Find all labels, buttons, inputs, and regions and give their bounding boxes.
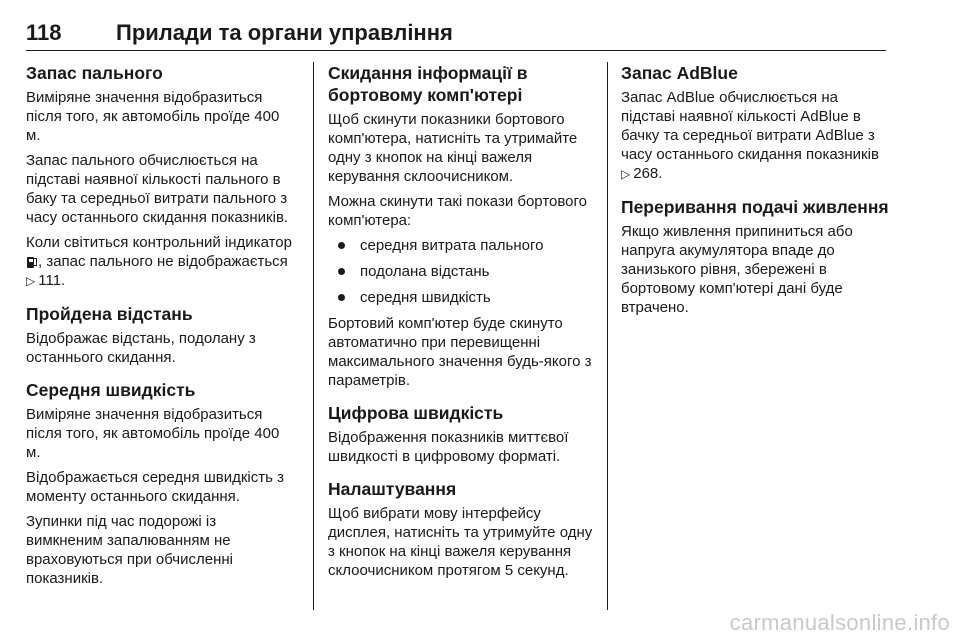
bullet-list bbox=[328, 236, 598, 307]
page-number: 118 bbox=[26, 20, 62, 45]
paragraph: Бортовий комп'ютер буде скинуто автоматично при перевищенні максимального значення будь-якого з параметрів. bbox=[328, 315, 592, 389]
bullet-icon bbox=[338, 268, 345, 275]
section-title-average-speed: Середня швидкість bbox=[26, 380, 196, 400]
list-item: середня витрата пального bbox=[328, 236, 598, 255]
section-title-reset: Скидання інформації в бортовому комп'ютері bbox=[328, 63, 528, 105]
fuel-pump-icon bbox=[27, 255, 37, 268]
column-2 bbox=[328, 62, 598, 586]
page-reference[interactable]: 111. bbox=[38, 272, 66, 289]
running-title: Прилади та органи управління bbox=[116, 20, 453, 45]
paragraph: Відображається середня швидкість з моменту останнього скидання. bbox=[26, 469, 284, 505]
column-3 bbox=[621, 62, 891, 323]
section-title-distance: Пройдена відстань bbox=[26, 304, 193, 324]
page-header bbox=[26, 14, 886, 51]
watermark: carmanualsonline.info bbox=[729, 610, 950, 635]
paragraph: Відображає відстань, подолану з останнього скидання. bbox=[26, 330, 256, 366]
paragraph: Запас пального обчислюється на підставі наявної кількості пального в баку та середньої витрати пального з часу останнього скидання показників. bbox=[26, 152, 289, 226]
paragraph: Виміряне значення відобразиться після того, як автомобіль проїде 400 м. bbox=[26, 406, 280, 461]
bullet-icon bbox=[338, 242, 345, 249]
column-divider bbox=[313, 62, 314, 610]
section-title-adblue-range: Запас AdBlue bbox=[621, 63, 738, 83]
paragraph: Щоб скинути показники бортового комп'ютера, натисніть та утримайте одну з кнопок на кінці важеля керування склоочисником. bbox=[328, 111, 578, 185]
bullet-icon bbox=[338, 294, 345, 301]
paragraph: Щоб вибрати мову інтерфейсу дисплея, натисніть та утримуйте одну з кнопок на кінці важеля керування склоочисником протягом 5 секунд. bbox=[328, 505, 593, 579]
list-item: подолана відстань bbox=[328, 262, 598, 281]
paragraph: Запас AdBlue обчислюється на підставі наявної кількості AdBlue в бачку та середньої витрати AdBlue з часу останнього скидання показників ▷ 268. bbox=[621, 89, 879, 182]
paragraph: Зупинки під час подорожі із вимкненим запалюванням не враховуються при обчисленні показників. bbox=[26, 513, 233, 587]
section-title-power-interruption: Переривання подачі живлення bbox=[621, 197, 889, 217]
paragraph: Виміряне значення відобразиться після того, як автомобіль проїде 400 м. bbox=[26, 89, 280, 144]
paragraph: Можна скинути такі покази бортового комп'ютера: bbox=[328, 193, 587, 229]
page-reference[interactable]: 268. bbox=[633, 165, 663, 182]
section-title-digital-speed: Цифрова швидкість bbox=[328, 403, 504, 423]
column-1 bbox=[26, 62, 296, 594]
section-title-fuel-range: Запас пального bbox=[26, 63, 163, 83]
column-divider bbox=[607, 62, 608, 610]
arrow-right-outline-icon: ▷ bbox=[621, 167, 631, 181]
arrow-right-outline-icon: ▷ bbox=[26, 274, 36, 288]
section-title-settings: Налаштування bbox=[328, 479, 457, 499]
paragraph: Коли світиться контрольний індикатор , запас пального не відображається ▷ 111. bbox=[26, 234, 292, 289]
paragraph: Відображення показників миттєвої швидкості в цифровому форматі. bbox=[328, 429, 569, 465]
paragraph: Якщо живлення припиниться або напруга акумулятора впаде до занизького рівня, збережені в бортовому комп'ютері дані буде втрачено. bbox=[621, 223, 853, 316]
list-item: середня швидкість bbox=[328, 288, 598, 307]
